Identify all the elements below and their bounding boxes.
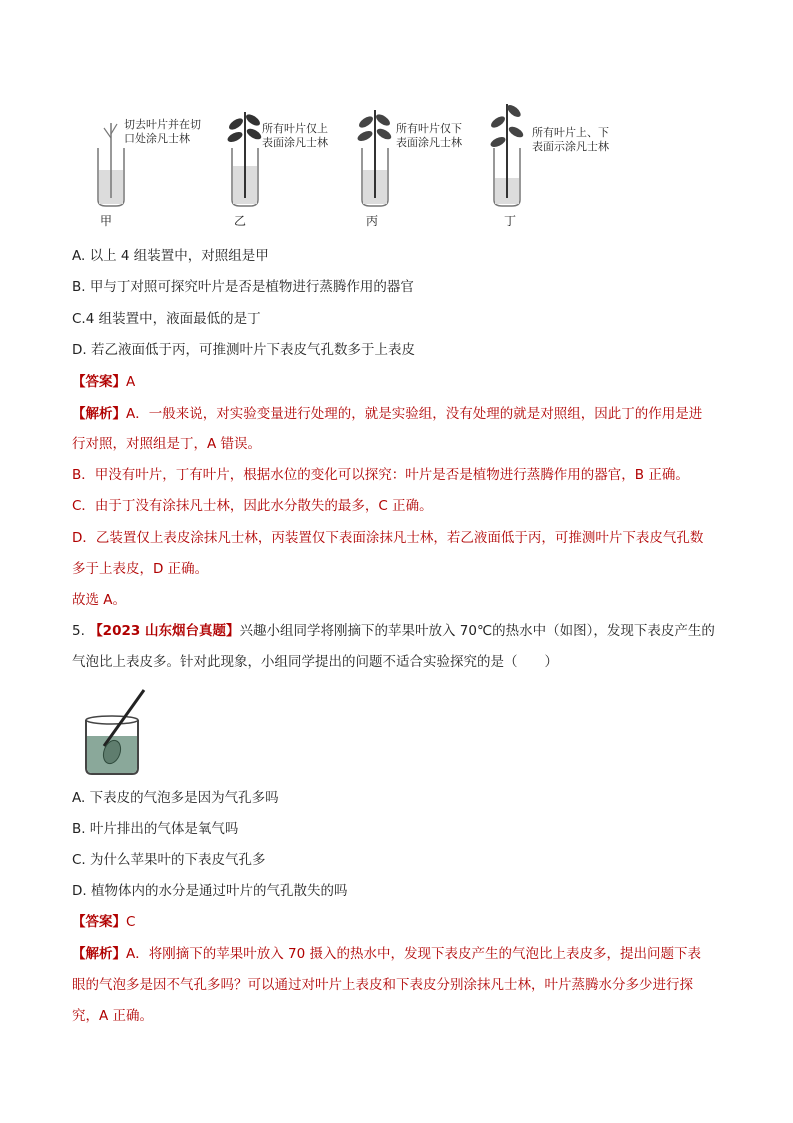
q5-option-a: A. 下表皮的气泡多是因为气孔多吗	[72, 790, 279, 806]
q4-analysis-line-4: C．由于丁没有涂抹凡士林，因此水分散失的最多，C 正确。	[72, 498, 433, 514]
tube-ding-illustration	[484, 102, 530, 208]
tube-ding-label: 所有叶片上、下 表面示涂凡士林	[532, 126, 609, 153]
q4-answer	[72, 372, 135, 392]
q5-option-d: D. 植物体内的水分是通过叶片的气孔散失的吗	[72, 883, 348, 899]
tube-bing-caption: 丙	[366, 214, 379, 228]
q5-analysis-line-3: 究，A 正确。	[72, 1008, 154, 1024]
q4-option-d: D. 若乙液面低于丙，可推测叶片下表皮气孔数多于上表皮	[72, 342, 415, 358]
q4-option-b: B. 甲与丁对照可探究叶片是否是植物进行蒸腾作用的器官	[72, 279, 414, 295]
tube-bing-illustration	[352, 108, 396, 208]
q5-option-c: C. 为什么苹果叶的下表皮气孔多	[72, 852, 266, 868]
q4-analysis-line-5: D．乙装置仅上表皮涂抹凡士林，丙装置仅下表面涂抹凡士林，若乙液面低于丙，可推测叶片下表皮气孔数	[72, 530, 704, 546]
tube-bing-label: 所有叶片仅下 表面涂凡士林	[396, 122, 462, 149]
q4-answer-tag: 【答案】	[72, 374, 126, 390]
q5-answer-value: C	[126, 914, 136, 930]
q5-option-b: B. 叶片排出的气体是氧气吗	[72, 821, 239, 837]
beaker-illustration	[80, 686, 152, 776]
q4-option-c: C.4 组装置中，液面最低的是丁	[72, 311, 261, 327]
q4-analysis-tag: 【解析】	[72, 406, 126, 422]
q5-stem-line-2: 气泡比上表皮多。针对此现象，小组同学提出的问题不适合实验探究的是（ ）	[72, 654, 558, 670]
q4-analysis-line-3: B．甲没有叶片，丁有叶片，根据水位的变化可以探究：叶片是否是植物进行蒸腾作用的器官，B 正确。	[72, 467, 689, 483]
q4-option-a: A. 以上 4 组装置中，对照组是甲	[72, 248, 269, 264]
tube-yi-label: 所有叶片仅上 表面涂凡士林	[262, 122, 328, 149]
q5-analysis-line-2: 眼的气泡多是因不气孔多吗？可以通过对叶片上表皮和下表皮分别涂抹凡士林，叶片蒸腾水分多少进行探	[72, 977, 693, 993]
q5-number: 5.	[72, 623, 85, 639]
q4-analysis-line-1: 【解析】A．一般来说，对实验变量进行处理的，就是实验组，没有处理的就是对照组，因此丁的作用是进	[72, 406, 703, 422]
q4-answer-value: A	[126, 374, 136, 390]
q5-answer	[72, 912, 135, 932]
q5-stem-line-1: 5. 【2023 山东烟台真题】兴趣小组同学将刚摘下的苹果叶放入 70℃的热水中（如图），发现下表皮产生的	[72, 623, 715, 639]
q4-analysis-line-2: 行对照，对照组是丁，A 错误。	[72, 436, 262, 452]
q5-analysis-line-1: 【解析】A．将刚摘下的苹果叶放入 70 摄入的热水中，发现下表皮产生的气泡比上表皮多，提出问题下表	[72, 946, 701, 962]
tube-jia-label: 切去叶片并在切 口处涂凡士林	[124, 118, 201, 145]
q4-analysis-line-6: 多于上表皮，D 正确。	[72, 561, 209, 577]
q5-source-tag: 【2023 山东烟台真题】	[89, 623, 240, 639]
q4-analysis-line-7: 故选 A。	[72, 592, 127, 608]
q5-analysis-tag: 【解析】	[72, 946, 126, 962]
q5-answer-tag: 【答案】	[72, 914, 126, 930]
tube-yi-illustration	[222, 110, 266, 208]
tube-jia-caption: 甲	[100, 214, 113, 228]
tube-ding-caption: 丁	[504, 214, 517, 228]
tube-yi-caption: 乙	[234, 214, 247, 228]
